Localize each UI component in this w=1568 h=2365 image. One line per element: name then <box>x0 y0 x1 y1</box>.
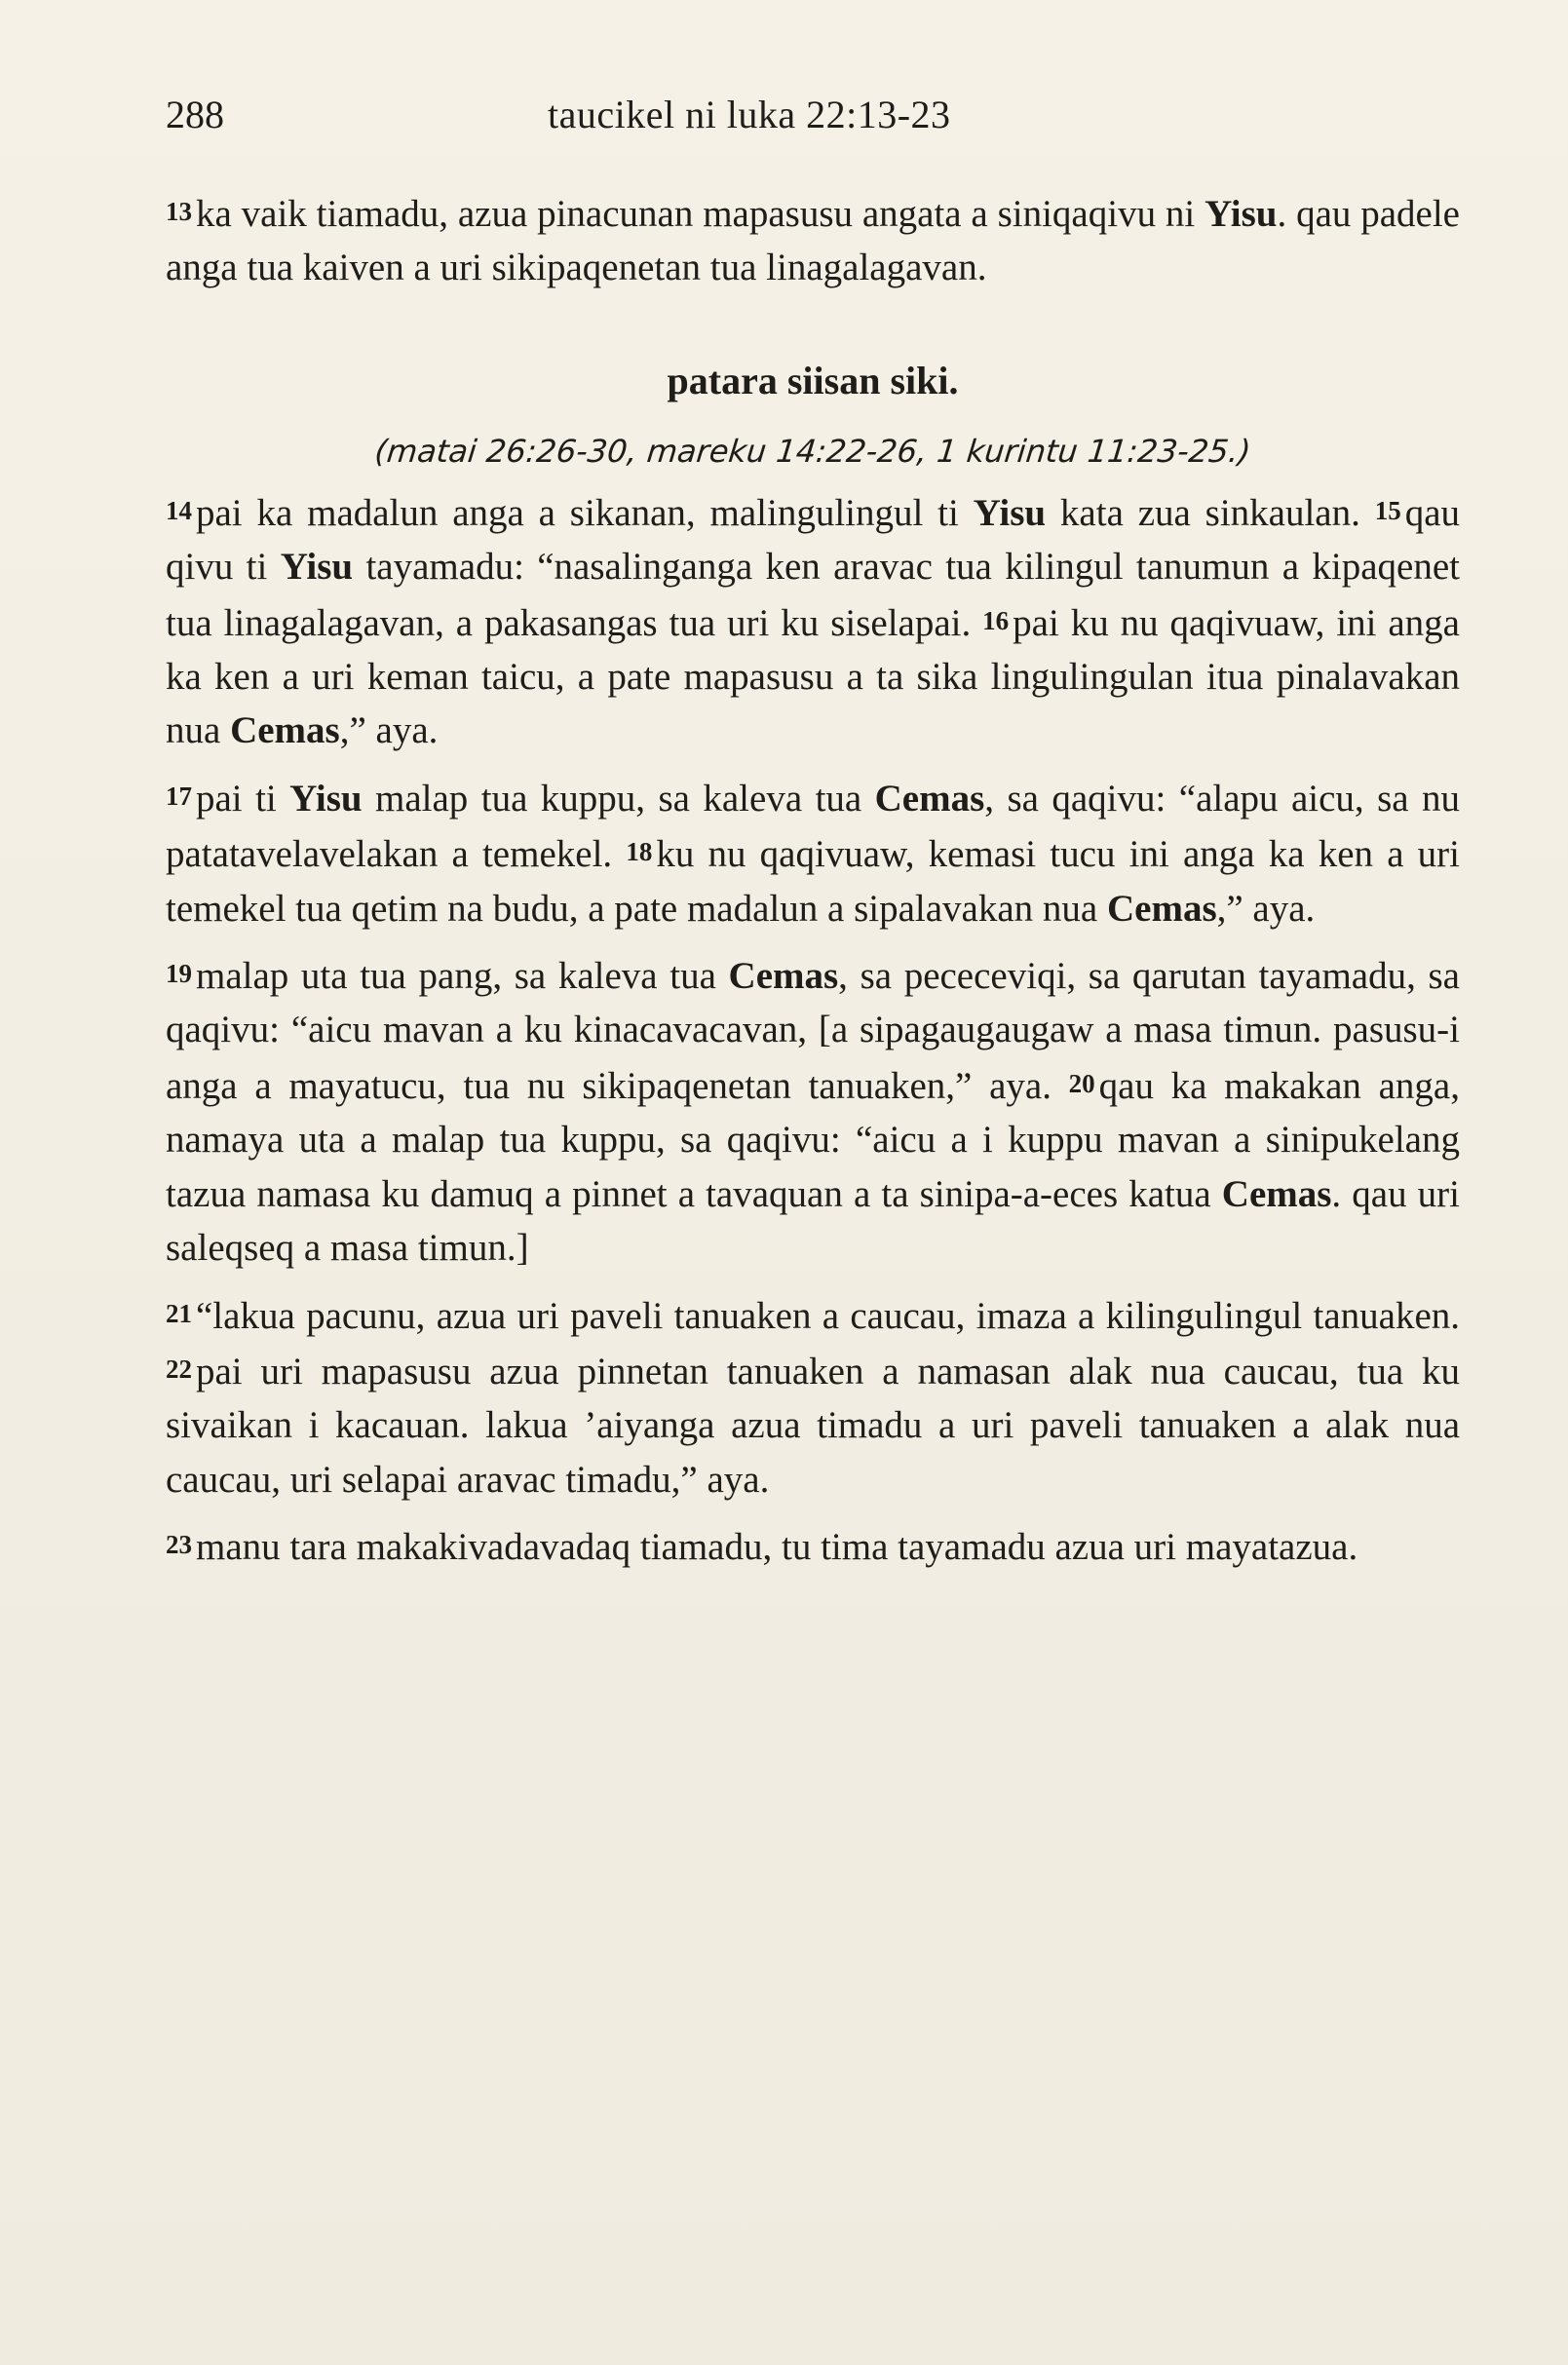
section-title: patara siisan siki. <box>667 358 959 402</box>
verse-number: 21 <box>166 1298 192 1328</box>
verse-13-paragraph <box>166 185 1460 295</box>
verse-text: pai ka madalun anga a sikanan, malingulingul ti <box>196 491 974 534</box>
name-cemas: Cemas <box>728 955 839 998</box>
paragraph-gap <box>166 758 1460 770</box>
name-yisu: Yisu <box>1205 193 1278 235</box>
verse-text: . qau uri saleqseq a masa timun.] <box>166 1172 1460 1270</box>
verse-number: 18 <box>626 837 653 867</box>
name-cemas: Cemas <box>1221 1172 1332 1215</box>
verse-text: manu tara makakivadavadaq tiamadu, tu tima tayamadu azua uri mayatazua. <box>196 1526 1358 1569</box>
verse-text: pai ti <box>196 777 290 820</box>
cross-reference: (matai 26:26-30, mareku 14:22-26, 1 kurintu 11:23-25.) <box>372 432 1253 470</box>
name-yisu: Yisu <box>280 546 354 589</box>
verse-text: . qau padele anga tua kaiven a uri sikipaqenetan tua linagalagavan. <box>166 193 1460 289</box>
name-yisu: Yisu <box>289 777 363 820</box>
verse-text: , sa pececeviqi, sa qarutan tayamadu, sa qaqivu: “aicu mavan a ku kinacavacavan, [a sipagaugaugaw a masa timun. pasusu-i anga a mayatucu, tua nu sikipaqenetan tanuaken,” aya. <box>166 955 1460 1107</box>
body-text <box>166 185 1460 1575</box>
name-cemas: Cemas <box>1106 887 1217 930</box>
paragraph-gap <box>166 1276 1460 1287</box>
verse-number: 17 <box>166 781 192 811</box>
verse-number: 15 <box>1374 495 1401 525</box>
verse-text: pai uri mapasusu azua pinnetan tanuaken a namasan alak nua caucau, tua ku sivaikan i kacauan. lakua ’aiyanga azua timadu a uri paveli tanuaken a alak nua caucau, uri selapai aravac timadu,” aya. <box>166 1350 1460 1501</box>
verse-text: , sa qaqivu: “alapu aicu, sa nu patatavelavelakan a temekel. <box>166 777 1460 876</box>
verse-19-20-paragraph <box>166 947 1460 1275</box>
name-cemas: Cemas <box>874 777 985 820</box>
verse-14-16-paragraph <box>166 484 1460 758</box>
paragraph-gap <box>166 935 1460 947</box>
name-yisu: Yisu <box>973 491 1047 534</box>
verse-number: 19 <box>166 959 192 989</box>
verse-21-22-paragraph <box>166 1287 1460 1507</box>
verse-number: 23 <box>166 1530 192 1560</box>
verse-number: 16 <box>982 605 1010 635</box>
verse-text: qau qivu ti <box>166 491 1461 589</box>
running-head: taucikel ni luka 22:13-23 <box>548 93 951 136</box>
verse-text: kata zua sinkaulan. <box>1046 491 1375 534</box>
paragraph-gap <box>166 1507 1460 1518</box>
page-number: 288 <box>166 93 224 136</box>
verse-text: malap tua kuppu, sa kaleva tua <box>362 777 875 820</box>
verse-text: ka vaik tiamadu, azua pinacunan mapasusu angata a siniqaqivu ni <box>196 193 1205 235</box>
verse-text: qau ka makakan anga, namaya uta a malap tua kuppu, sa qaqivu: “aicu a i kuppu mavan a sinipukelang tazua namasa ku damuq a pinnet a tavaquan a ta sinipa-a-eces katua <box>166 1064 1460 1215</box>
verse-number: 22 <box>166 1354 192 1384</box>
name-cemas: Cemas <box>230 709 340 752</box>
verse-23-paragraph <box>166 1518 1460 1574</box>
verse-text: tayamadu: “nasalinganga ken aravac tua kilingul tanumun a kipaqenet tua linagalagavan, a pakasangas tua uri ku siselapai. <box>166 546 1460 644</box>
page-header <box>166 86 1433 144</box>
verse-number: 20 <box>1068 1068 1095 1098</box>
verse-text: “lakua pacunu, azua uri paveli tanuaken a caucau, imaza a kilingulingul tanuaken. <box>196 1294 1460 1337</box>
verse-text: malap uta tua pang, sa kaleva tua <box>196 955 729 998</box>
verse-text: ku nu qaqivuaw, kemasi tucu ini anga ka ken a uri temekel tua qetim na budu, a pate madalun a sipalavakan nua <box>166 833 1460 930</box>
verse-text: ,” aya. <box>339 709 439 752</box>
verse-text: ,” aya. <box>1216 887 1316 930</box>
verse-17-18-paragraph <box>166 770 1460 935</box>
verse-number: 13 <box>166 197 192 226</box>
verse-number: 14 <box>166 495 192 525</box>
verse-text: pai ku nu qaqivuaw, ini anga ka ken a uri keman taicu, a pate mapasusu a ta sika lingulingulan itua pinalavakan nua <box>166 601 1460 752</box>
